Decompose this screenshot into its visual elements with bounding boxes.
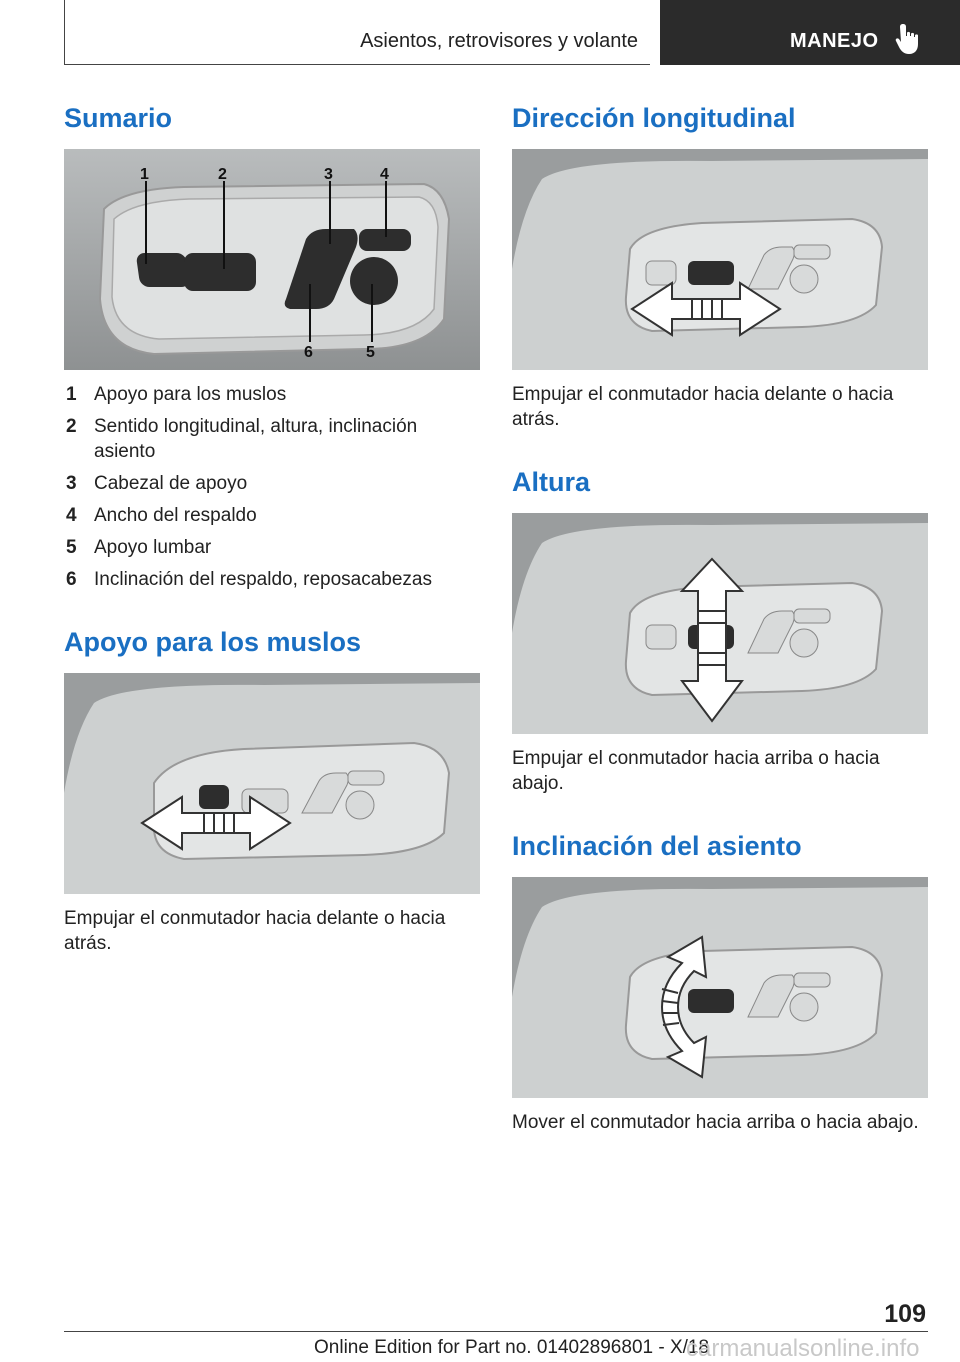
figure-height bbox=[512, 513, 928, 734]
pointing-hand-icon bbox=[894, 22, 922, 56]
watermark: carmanualsonline.info bbox=[686, 1335, 920, 1362]
list-item: 1 Apoyo para los muslos bbox=[66, 384, 287, 405]
figure-seat-controls-overview bbox=[64, 149, 480, 370]
inclinacion-description: Mover el conmutador hacia arriba o hacia abajo. bbox=[512, 1112, 919, 1133]
chapter-tab-label: MANEJO bbox=[790, 30, 879, 52]
altura-description: Empujar el conmutador hacia arriba o hacia abajo. bbox=[512, 748, 880, 794]
list-item: 5 Apoyo lumbar bbox=[66, 537, 212, 558]
legend-list bbox=[64, 382, 480, 599]
header-left-rule bbox=[64, 0, 65, 64]
callout-3: 3 bbox=[324, 166, 333, 183]
page-number: 109 bbox=[884, 1300, 926, 1328]
figure-longitudinal bbox=[512, 149, 928, 370]
list-item: 6 Inclinación del respaldo, reposacabezas bbox=[66, 569, 432, 590]
heading-apoyo-muslos: Apoyo para los muslos bbox=[64, 627, 362, 657]
figure-thigh-support bbox=[64, 673, 480, 894]
list-item: 3 Cabezal de apoyo bbox=[66, 473, 248, 494]
footer-rule bbox=[64, 1331, 928, 1332]
heading-altura: Altura bbox=[512, 467, 591, 497]
callout-4: 4 bbox=[380, 166, 389, 183]
list-item: 2 Sentido longitudinal, altura, inclinación asiento bbox=[66, 416, 418, 462]
callout-5: 5 bbox=[366, 344, 375, 361]
callout-6: 6 bbox=[304, 344, 313, 361]
direccion-description: Empujar el conmutador hacia delante o hacia atrás. bbox=[512, 384, 894, 430]
header-bottom-rule bbox=[64, 64, 650, 65]
callout-2: 2 bbox=[218, 166, 227, 183]
heading-direccion-longitudinal: Dirección longitudinal bbox=[512, 103, 796, 133]
heading-sumario: Sumario bbox=[64, 103, 173, 133]
section-title: Asientos, retrovisores y volante bbox=[360, 30, 638, 52]
figure-seat-tilt bbox=[512, 877, 928, 1098]
list-item: 4 Ancho del respaldo bbox=[66, 505, 257, 526]
apoyo-description: Empujar el conmutador hacia delante o hacia atrás. bbox=[64, 908, 446, 954]
heading-inclinacion-asiento: Inclinación del asiento bbox=[512, 831, 802, 861]
callout-1: 1 bbox=[140, 166, 149, 183]
edition-text: Online Edition for Part no. 01402896801 - X/18 bbox=[314, 1337, 710, 1358]
